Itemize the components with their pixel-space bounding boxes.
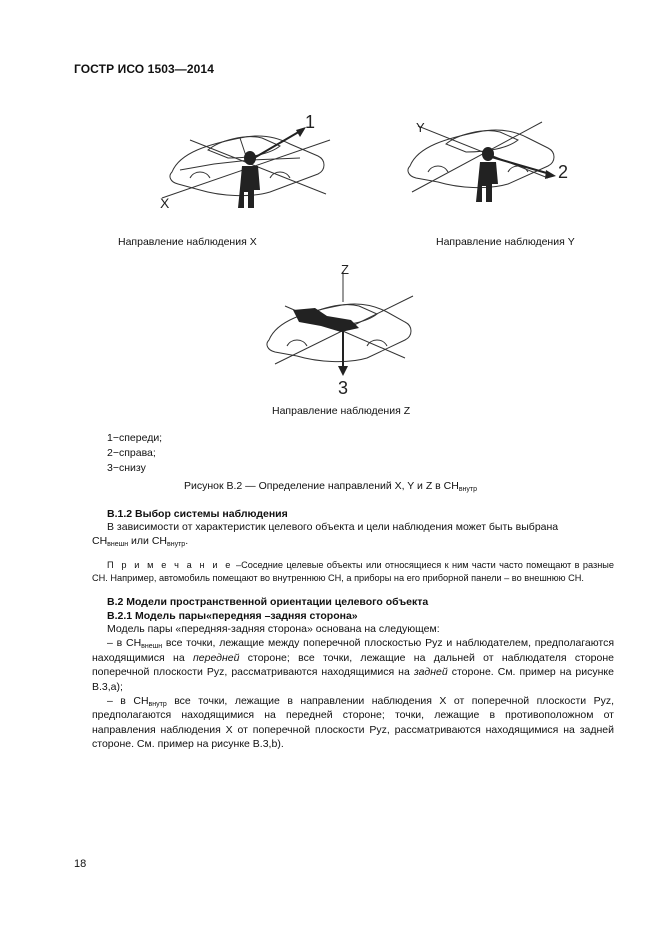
figure-direction-y <box>398 108 588 208</box>
page-header: ГОСТР ИСО 1503—2014 <box>74 62 214 76</box>
arrow-1-label: 1 <box>305 112 316 132</box>
caption-direction-y: Направление наблюдения Y <box>436 236 575 248</box>
arrow-3-label: 3 <box>338 378 349 398</box>
legend-item: 1−спереди; <box>107 432 163 444</box>
paragraph-b12: В зависимости от характеристик целевого объекта и цели наблюдения может быть выбрана $СН_{внешн}$ или $СН_{внутр}$. <box>92 521 559 549</box>
subsection-heading-b21: В.2.1 Модель пары«передняя –задняя сторона» <box>107 610 358 622</box>
figure-legend <box>107 431 162 476</box>
intro-text: Модель пары «передняя-задняя сторона» основана на следующем: <box>107 623 440 635</box>
caption-direction-z: Направление наблюдения Z <box>272 405 411 417</box>
section-heading-b2: В.2 Модели пространственной ориентации целевого объекта <box>107 596 429 608</box>
section-heading-b12: В.1.2 Выбор системы наблюдения <box>107 508 288 520</box>
body-b21 <box>92 622 614 752</box>
legend-item: 3−снизу <box>107 462 146 474</box>
list-item-external: – в $СН_{внешн}$ все точки, лежащие между поперечной плоскостью Pyz и наблюдателем, предполагаются находящимися на передней стороне; все точки, лежащие на дальней от наблюдателя стороне поперечной плоскости Pyz, рассматриваются находящимися на задней стороне. См. пример на рисунке В.3,а); <box>92 637 615 693</box>
figure-title: Рисунок В.2 — Определение направлений X, Y и Z в $СН_{внутр}$ <box>183 480 477 493</box>
figure-direction-x <box>150 100 340 220</box>
axis-z-label: Z <box>341 262 349 277</box>
caption-direction-x: Направление наблюдения X <box>118 236 257 248</box>
figure-direction-z <box>255 262 425 402</box>
note-label: П р и м е ч а н и е <box>107 560 233 570</box>
axis-x-label: X <box>160 195 170 211</box>
legend-item: 2−справа; <box>107 447 156 459</box>
axis-y-label: Y <box>416 120 425 135</box>
list-item-internal: – в $СН_{внутр}$ все точки, лежащие в направлении наблюдения X от поперечной плоскости Pyz, предполагаются находящимися на передней стороне; точки, лежащие в противоположном от направления наблюдения X от поперечной плоскости Pyz, рассматриваются находящимися на задней стороне. См. пример на рисунке В.3,b). <box>92 695 615 751</box>
arrow-2-label: 2 <box>558 162 569 182</box>
note-b12: П р и м е ч а н и е –Соседние целевые объекты или относящиеся к ним части часто помещают в разные СН. Например, автомобиль помещают во внутреннюю СН, а приборы на его приборной панели – во внешнюю СН. <box>92 560 614 583</box>
page-number: 18 <box>74 858 87 870</box>
